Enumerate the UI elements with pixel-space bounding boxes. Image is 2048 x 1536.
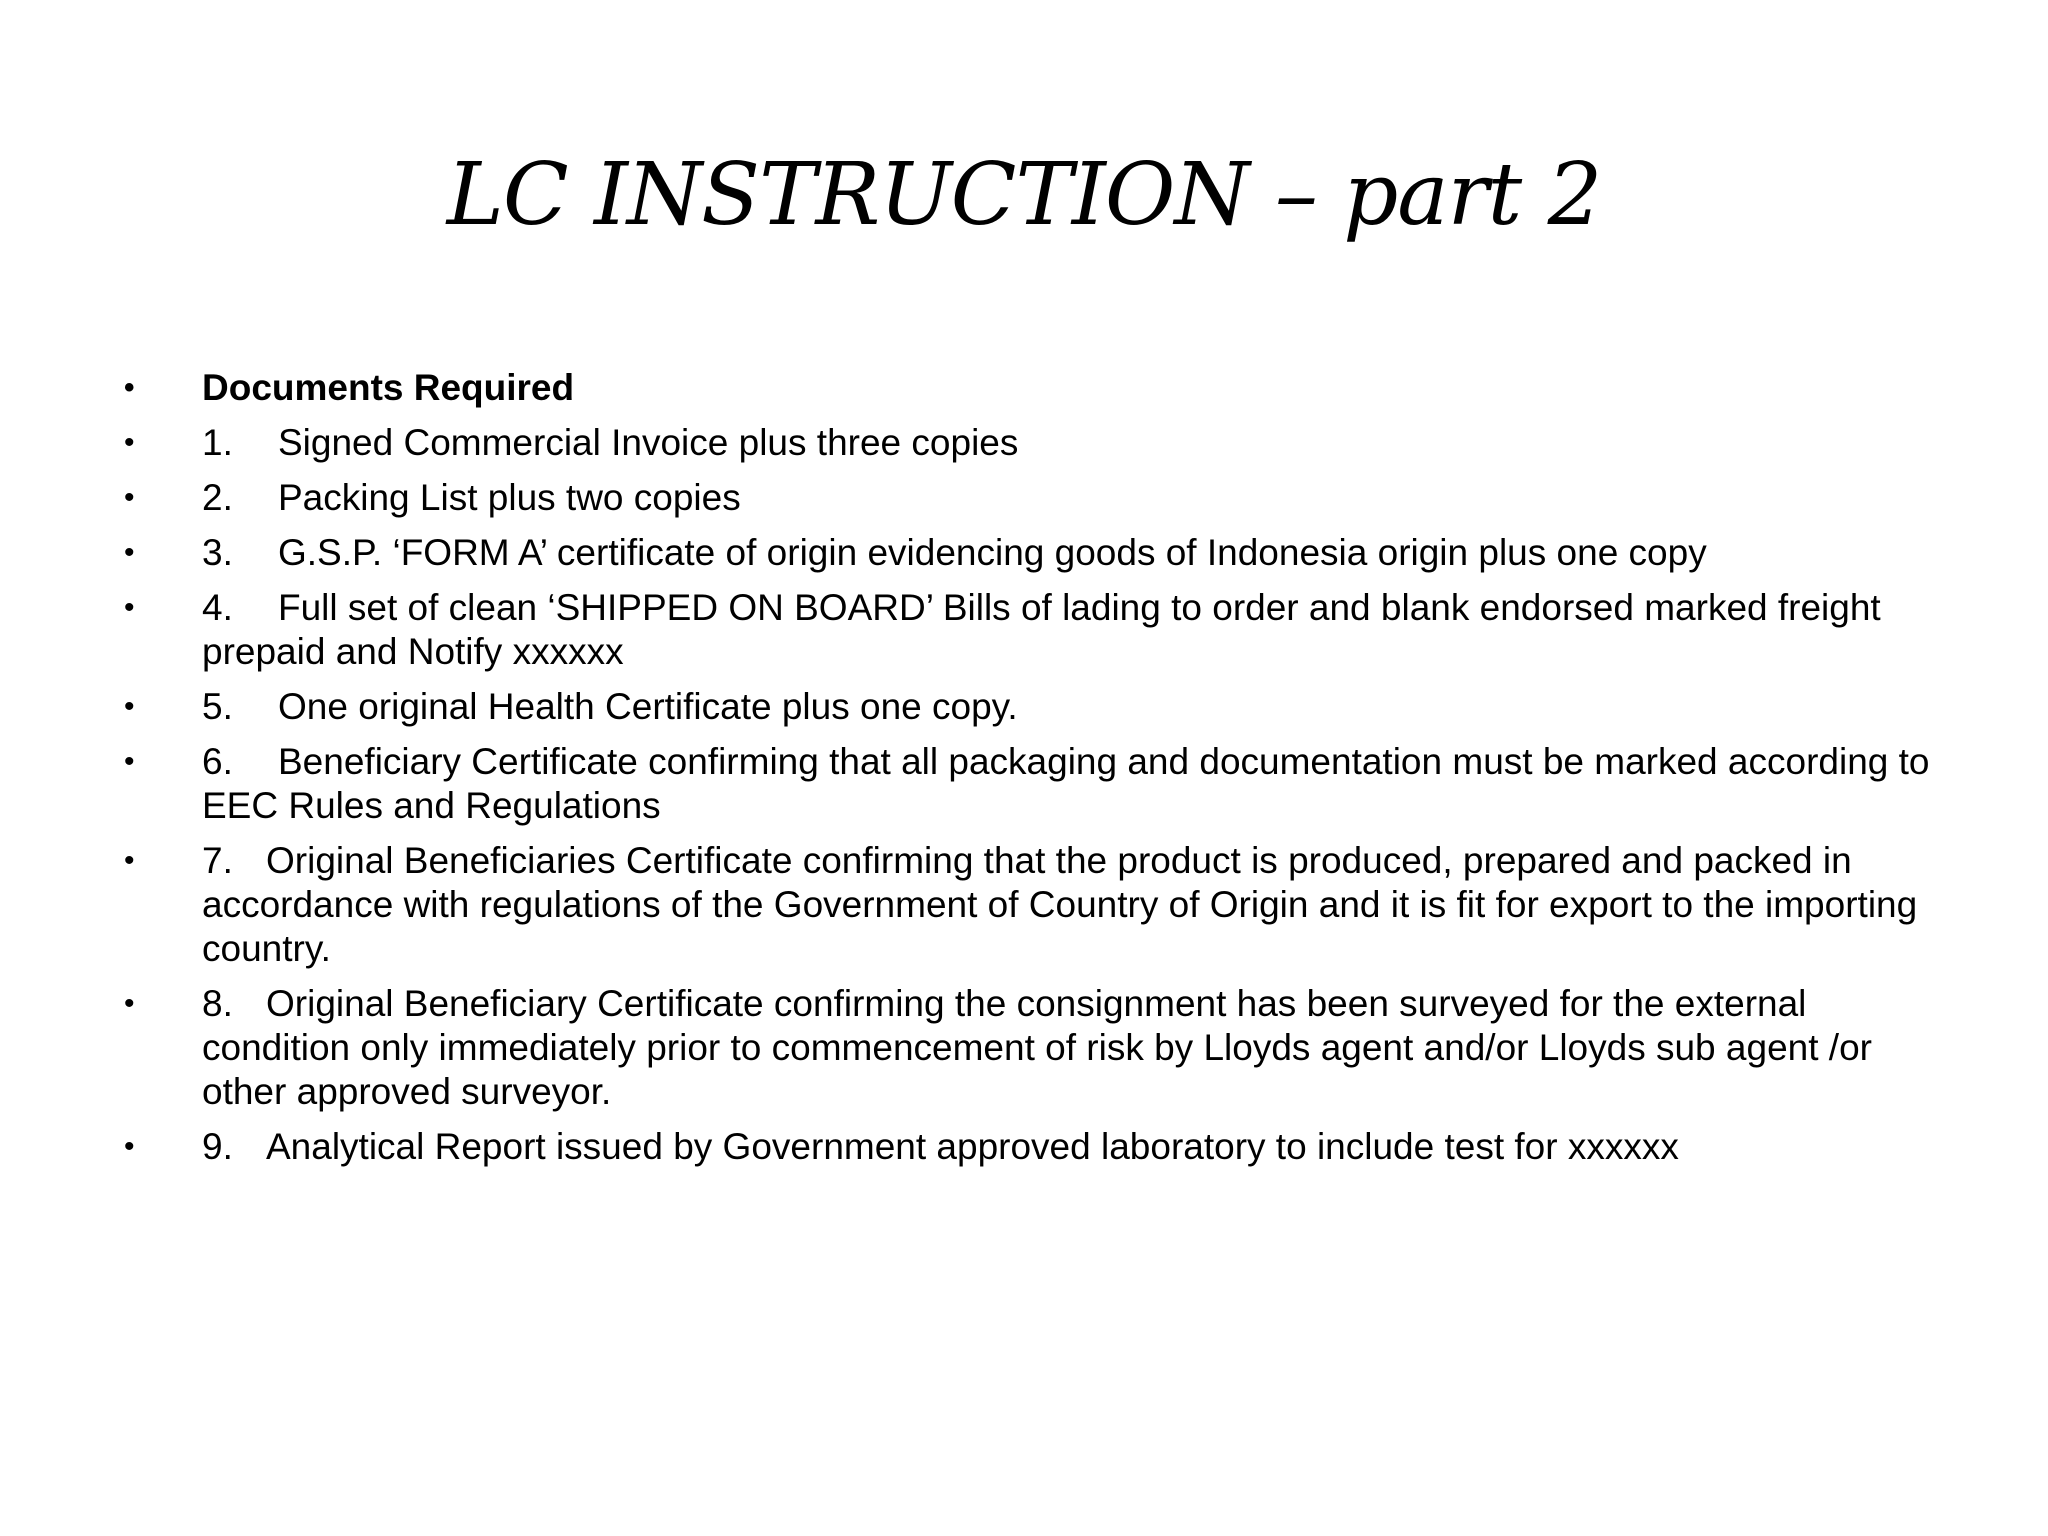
item-text: Original Beneficiaries Certificate confirming that the product is produced, prepared and packed in accordance with regulations of the Government of Country of Origin and it is fit for export to the importing country. [202,840,1918,969]
list-item [120,1125,1950,1169]
list-heading [120,366,1950,410]
bullet-icon: • [124,371,135,404]
item-number: 6. [202,741,233,782]
item-text: Beneficiary Certificate confirming that all packaging and documentation must be marked according to EEC Rules and Regulations [202,741,1930,826]
item-text: Analytical Report issued by Government approved laboratory to include test for xxxxxx [266,1126,1679,1167]
list-item [120,982,1950,1114]
list-item [120,421,1950,465]
list-item [120,740,1950,828]
bullet-icon: • [124,536,135,569]
documents-list [120,366,1950,1180]
bullet-icon: • [124,745,135,778]
item-number: 5. [202,686,233,727]
bullet-icon: • [124,481,135,514]
heading-text: Documents Required [202,367,575,408]
item-text: Packing List plus two copies [278,477,741,518]
item-text: Signed Commercial Invoice plus three copies [278,422,1019,463]
bullet-icon: • [124,591,135,624]
bullet-icon: • [124,690,135,723]
item-text: One original Health Certificate plus one copy. [278,686,1018,727]
bullet-icon: • [124,844,135,877]
item-number: 1. [202,422,233,463]
item-number: 3. [202,532,233,573]
list-item [120,839,1950,971]
item-number: 2. [202,477,233,518]
item-number: 8. [202,983,233,1024]
item-text: Full set of clean ‘SHIPPED ON BOARD’ Bills of lading to order and blank endorsed marked freight prepaid and Notify xxxxxx [202,587,1881,672]
item-number: 9. [202,1126,233,1167]
bullet-icon: • [124,1130,135,1163]
list-item [120,476,1950,520]
item-number: 4. [202,587,233,628]
bullet-icon: • [124,426,135,459]
bullet-icon: • [124,987,135,1020]
list-item [120,531,1950,575]
item-text: Original Beneficiary Certificate confirming the consignment has been surveyed for the external condition only immediately prior to commencement of risk by Lloyds agent and/or Lloyds sub agent /or other approved surveyor. [202,983,1872,1112]
slide-title: LC INSTRUCTION – part 2 [446,145,1602,245]
item-text: G.S.P. ‘FORM A’ certificate of origin evidencing goods of Indonesia origin plus one copy [278,532,1707,573]
list-item [120,685,1950,729]
list-item [120,586,1950,674]
item-number: 7. [202,840,233,881]
